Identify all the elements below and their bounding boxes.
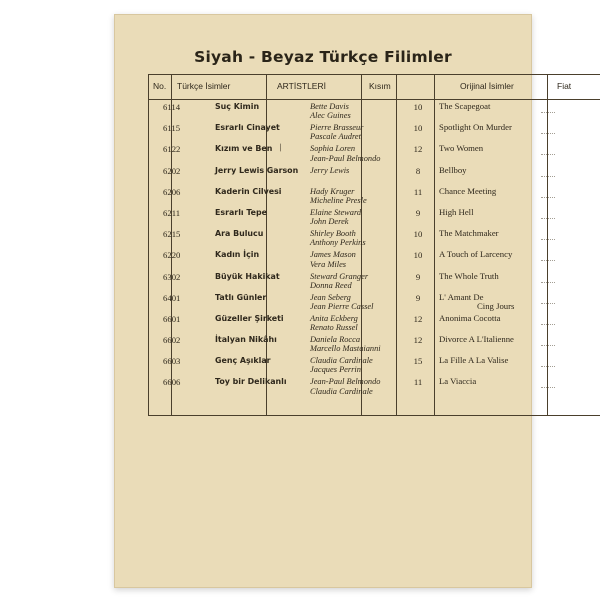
film-number: 6215	[163, 229, 181, 240]
original-title: A Touch of Larcency	[439, 249, 513, 260]
artist-name: James Mason	[310, 250, 356, 260]
kisim-value: 9	[415, 292, 421, 303]
fiat-cell	[538, 102, 558, 120]
film-number: 6606	[163, 377, 181, 388]
film-number: 6302	[163, 271, 181, 282]
kisim-value: 12	[413, 335, 423, 346]
artist-name: Jerry Lewis	[310, 165, 350, 175]
film-number: 6603	[163, 356, 181, 367]
fiat-cell	[538, 166, 558, 184]
original-title: Anonima Cocotta	[439, 312, 501, 323]
kisim-value: 12	[413, 313, 423, 324]
film-number: 6122	[163, 144, 181, 155]
artists	[310, 123, 363, 141]
artists	[310, 377, 380, 395]
original-title: The Whole Truth	[439, 270, 499, 281]
table-row	[149, 293, 600, 314]
artists	[310, 229, 366, 247]
artist-name: Micheline Presle	[310, 195, 367, 205]
original-title: Chance Meeting	[439, 185, 497, 196]
table-row	[149, 229, 600, 250]
artist-name: Hady Kruger	[310, 186, 355, 196]
artist-name: Donna Reed	[310, 280, 352, 290]
turkish-title: Suç Kimin	[215, 102, 260, 111]
artist-name: Bette Davis	[310, 102, 349, 111]
original-title: Bellboy	[439, 164, 467, 175]
artists	[310, 356, 373, 374]
turkish-title: Kaderin Cilvesi	[215, 186, 282, 196]
table-row	[149, 335, 600, 356]
fiat-cell	[538, 356, 558, 374]
artists	[310, 314, 358, 332]
table-row	[149, 314, 600, 335]
film-number: 6202	[163, 165, 181, 176]
table-row	[149, 272, 600, 293]
artist-name: Jacques Perrin	[310, 365, 361, 375]
column-header-artists: ARTİSTLERİ	[277, 81, 326, 91]
original-title: Spotlight On Murder	[439, 122, 512, 133]
document-page	[114, 14, 572, 588]
fiat-cell	[538, 144, 558, 162]
original-title-line: Cing Jours	[477, 300, 515, 311]
fiat-cell	[538, 293, 558, 311]
table-row	[149, 187, 600, 208]
column-header-no: No.	[153, 81, 167, 91]
kisim-value: 8	[415, 165, 421, 176]
artist-name: Daniela Rocca	[310, 335, 361, 345]
artists	[310, 335, 381, 353]
kisim-value: 10	[413, 250, 423, 261]
artist-name: Jean Seberg	[310, 292, 351, 302]
table-row	[149, 102, 600, 123]
fiat-cell	[538, 187, 558, 205]
original-title-line: L' Amant De	[439, 291, 484, 302]
fiat-cell	[538, 377, 558, 395]
film-number: 6401	[163, 292, 181, 303]
kisim-value: 10	[413, 102, 423, 112]
original-title: The Matchmaker	[439, 228, 499, 239]
kisim-value: 11	[413, 186, 423, 197]
original-title: Divorce A L'Italienne	[439, 334, 514, 345]
artist-name: Claudia Cardinale	[310, 386, 373, 396]
artist-name: Pierre Brasseur	[310, 123, 364, 133]
fiat-cell	[538, 229, 558, 247]
turkish-title: Kadın İçin	[215, 250, 260, 260]
film-table	[148, 74, 600, 416]
turkish-title: Toy bir Delikanlı	[215, 377, 287, 387]
turkish-title: Genç Aşıklar	[215, 356, 271, 366]
table-row	[149, 144, 600, 165]
fiat-cell	[538, 314, 558, 332]
fiat-cell	[538, 208, 558, 226]
artists	[310, 187, 367, 205]
artist-name: Anthony Perkins	[310, 238, 366, 248]
turkish-title: Jerry Lewis Garson	[215, 165, 299, 175]
turkish-title: Esrarlı Tepe	[215, 207, 268, 217]
artist-name: Pascale Audret	[310, 132, 361, 142]
turkish-title: Tatlı Günler	[215, 292, 267, 302]
artist-name: Vera Miles	[310, 259, 347, 269]
artist-name: Renato Russel	[310, 323, 358, 333]
kisim-value: 9	[415, 271, 421, 282]
turkish-title: Büyük Hakikat	[215, 271, 280, 281]
fiat-cell	[538, 123, 558, 141]
kisim-value: 10	[413, 123, 423, 134]
film-number: 6114	[163, 102, 181, 112]
artist-name: Jean Pierre Cassel	[310, 301, 374, 311]
column-header-turkish: Türkçe İsimler	[177, 81, 231, 91]
turkish-title: Esrarlı Cinayet	[215, 123, 280, 133]
artist-name: Steward Granger	[310, 271, 369, 281]
document-title: Siyah - Beyaz Türkçe Filimler	[194, 48, 452, 66]
artists	[310, 144, 380, 162]
artist-name: Sophia Loren	[310, 144, 356, 154]
kisim-value: 12	[413, 144, 423, 155]
fiat-cell	[538, 250, 558, 268]
artist-name: Claudia Cardinale	[310, 356, 373, 366]
turkish-title: İtalyan Nikâhı	[215, 335, 277, 345]
original-title: High Hell	[439, 206, 474, 217]
artist-name: John Derek	[310, 217, 349, 227]
film-number: 6601	[163, 313, 181, 324]
turkish-title: Güzeller Şirketi	[215, 313, 284, 323]
fiat-cell	[538, 272, 558, 290]
artist-name: Alec Guines	[310, 111, 351, 121]
artist-name: Marcello Mastaianni	[310, 344, 381, 354]
table-row	[149, 208, 600, 229]
kisim-value: 10	[413, 229, 423, 240]
artists	[310, 208, 361, 226]
film-number: 6115	[163, 123, 181, 134]
kisim-value: 9	[415, 207, 421, 218]
turkish-title: Kızım ve Ben	[215, 144, 273, 154]
artists	[310, 250, 356, 268]
artists	[310, 102, 351, 120]
artist-name: Elaine Steward	[310, 207, 362, 217]
column-header-kisim: Kısım	[369, 81, 391, 91]
table-row	[149, 250, 600, 271]
header-divider	[149, 99, 600, 100]
film-number: 6211	[163, 207, 181, 218]
original-title	[439, 293, 514, 311]
artist-name: Jean-Paul Belmondo	[310, 377, 381, 387]
artists	[310, 166, 349, 175]
artists	[310, 293, 373, 311]
turkish-title: Ara Bulucu	[215, 229, 264, 239]
table-row	[149, 356, 600, 377]
film-number: 6206	[163, 186, 181, 197]
kisim-value: 15	[413, 356, 423, 367]
original-title: La Fille A La Valise	[439, 355, 509, 366]
film-number: 6220	[163, 250, 181, 261]
original-title: Two Women	[439, 143, 484, 154]
column-header-original: Orijinal İsimler	[460, 81, 514, 91]
artist-name: Jean-Paul Belmondo	[310, 153, 381, 163]
table-row	[149, 123, 600, 144]
artists	[310, 272, 368, 290]
film-number: 6602	[163, 335, 181, 346]
table-row	[149, 377, 600, 398]
kisim-value: 11	[413, 377, 423, 388]
artist-name: Anita Eckberg	[310, 313, 358, 323]
original-title: The Scapegoat	[439, 101, 491, 111]
table-row	[149, 166, 600, 187]
handwritten-mark: /	[277, 142, 285, 155]
column-header-fiat: Fiat	[557, 81, 572, 91]
table-body	[149, 102, 600, 399]
original-title: La Viaccia	[439, 376, 477, 387]
fiat-cell	[538, 335, 558, 353]
artist-name: Shirley Booth	[310, 229, 356, 239]
